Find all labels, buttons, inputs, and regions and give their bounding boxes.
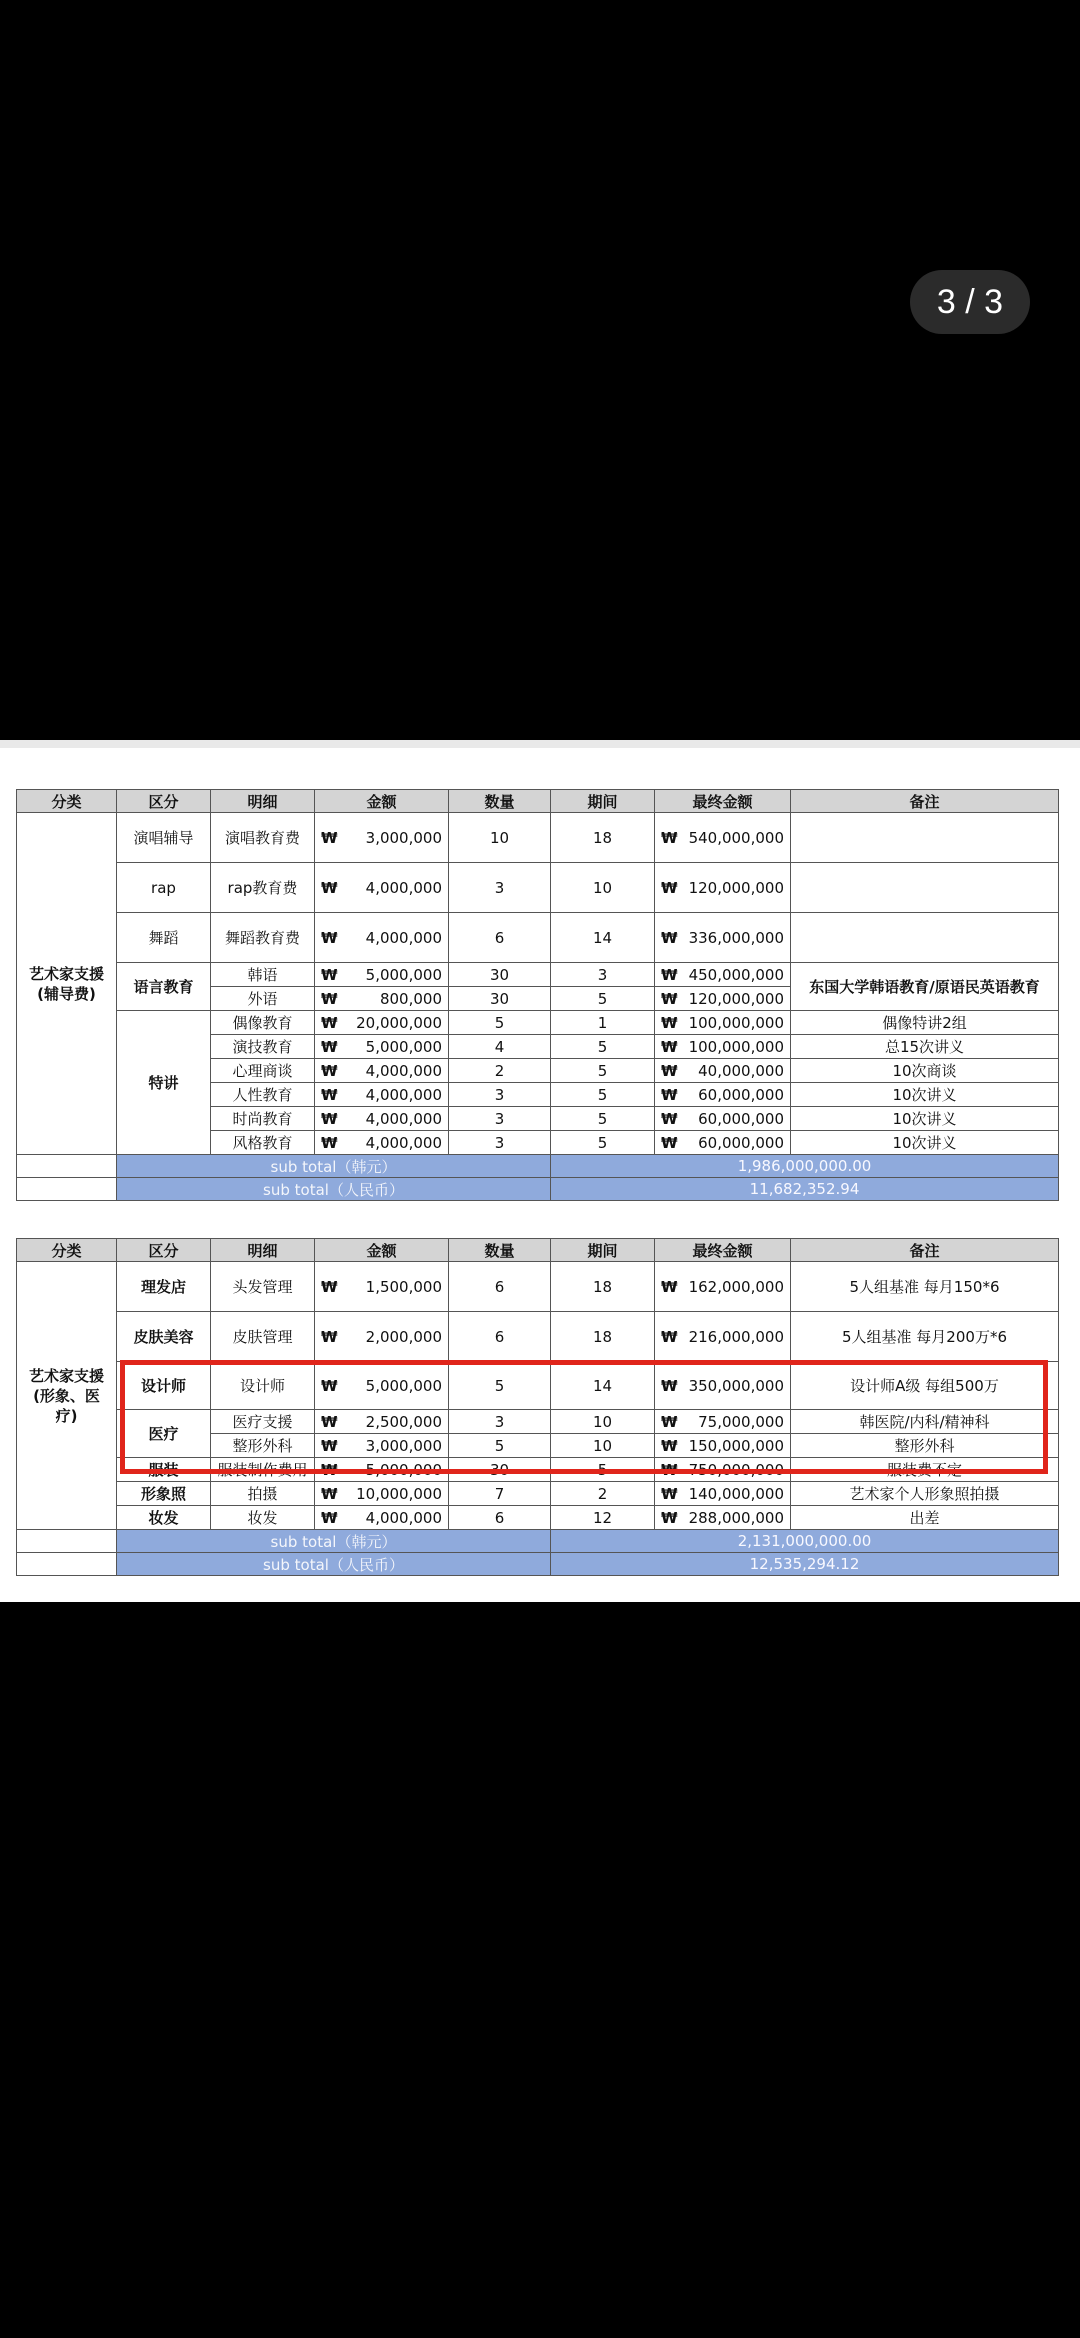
final-amount-cell: [655, 1410, 791, 1434]
quantity-cell: 5: [449, 1434, 551, 1458]
table-row: [17, 1312, 1059, 1362]
currency-symbol: ₩: [321, 1133, 338, 1152]
quantity-cell: 2: [449, 1059, 551, 1083]
group-cell: 形象照: [117, 1482, 211, 1506]
group-cell: 特讲: [117, 1011, 211, 1155]
final-amount-cell: [655, 1107, 791, 1131]
image-medical-budget-table: [16, 1238, 1059, 1576]
final-amount-value: 100,000,000: [688, 1013, 784, 1032]
detail-cell: 拍摄: [211, 1482, 315, 1506]
currency-symbol: ₩: [321, 1061, 338, 1080]
header-quantity: 数量: [449, 790, 551, 813]
detail-cell: 韩语: [211, 963, 315, 987]
amount-value: 4,000,000: [365, 1061, 442, 1080]
final-amount-cell: [655, 1059, 791, 1083]
note-cell: 韩医院/内科/精神科: [791, 1410, 1059, 1434]
note-cell: [791, 813, 1059, 863]
quantity-cell: 3: [449, 1410, 551, 1434]
subtotal-krw-label: sub total（韩元）: [117, 1155, 551, 1178]
period-cell: 18: [551, 813, 655, 863]
amount-cell: [315, 1458, 449, 1482]
header-note: 备注: [791, 1239, 1059, 1262]
amount-value: 4,000,000: [365, 878, 442, 897]
header-period: 期间: [551, 1239, 655, 1262]
period-cell: 10: [551, 1410, 655, 1434]
note-cell: 东国大学韩语教育/原语民英语教育: [791, 963, 1059, 1011]
detail-cell: 舞蹈教育费: [211, 913, 315, 963]
amount-cell: [315, 1312, 449, 1362]
period-cell: 5: [551, 987, 655, 1011]
final-amount-value: 750,000,000: [688, 1460, 784, 1479]
subtotal-cny-value: 11,682,352.94: [551, 1178, 1059, 1201]
currency-symbol: ₩: [661, 828, 678, 847]
quantity-cell: 30: [449, 987, 551, 1011]
note-cell: 5人组基准 每月200万*6: [791, 1312, 1059, 1362]
amount-value: 20,000,000: [356, 1013, 442, 1032]
final-amount-value: 100,000,000: [688, 1037, 784, 1056]
amount-value: 4,000,000: [365, 1508, 442, 1527]
detail-cell: 妆发: [211, 1506, 315, 1530]
amount-value: 2,500,000: [365, 1412, 442, 1431]
quantity-cell: 30: [449, 1458, 551, 1482]
amount-value: 4,000,000: [365, 1133, 442, 1152]
note-cell: 整形外科: [791, 1434, 1059, 1458]
currency-symbol: ₩: [321, 1013, 338, 1032]
amount-value: 1,500,000: [365, 1277, 442, 1296]
period-cell: 18: [551, 1262, 655, 1312]
amount-cell: [315, 1482, 449, 1506]
quantity-cell: 6: [449, 1506, 551, 1530]
currency-symbol: ₩: [661, 1133, 678, 1152]
note-cell: [791, 863, 1059, 913]
note-cell: 10次讲义: [791, 1107, 1059, 1131]
header-amount: 金额: [315, 1239, 449, 1262]
table-row: [17, 1458, 1059, 1482]
quantity-cell: 6: [449, 1312, 551, 1362]
final-amount-cell: [655, 1362, 791, 1410]
header-period: 期间: [551, 790, 655, 813]
detail-cell: 心理商谈: [211, 1059, 315, 1083]
quantity-cell: 3: [449, 1107, 551, 1131]
final-amount-cell: [655, 913, 791, 963]
final-amount-cell: [655, 1035, 791, 1059]
final-amount-value: 60,000,000: [698, 1085, 784, 1104]
final-amount-value: 216,000,000: [688, 1327, 784, 1346]
amount-cell: [315, 1131, 449, 1155]
currency-symbol: ₩: [661, 1436, 678, 1455]
final-amount-value: 540,000,000: [688, 828, 784, 847]
currency-symbol: ₩: [321, 1277, 338, 1296]
subtotal-krw-row: [17, 1155, 1059, 1178]
currency-symbol: ₩: [321, 828, 338, 847]
detail-cell: 人性教育: [211, 1083, 315, 1107]
amount-value: 5,000,000: [365, 1460, 442, 1479]
header-detail: 明细: [211, 1239, 315, 1262]
final-amount-cell: [655, 1262, 791, 1312]
table-row: [17, 963, 1059, 987]
amount-value: 2,000,000: [365, 1327, 442, 1346]
final-amount-value: 336,000,000: [688, 928, 784, 947]
currency-symbol: ₩: [661, 1013, 678, 1032]
quantity-cell: 6: [449, 913, 551, 963]
quantity-cell: 10: [449, 813, 551, 863]
currency-symbol: ₩: [321, 1484, 338, 1503]
amount-value: 800,000: [379, 989, 442, 1008]
subtotal-krw-row: [17, 1530, 1059, 1553]
period-cell: 5: [551, 1083, 655, 1107]
currency-symbol: ₩: [661, 1061, 678, 1080]
amount-cell: [315, 863, 449, 913]
final-amount-value: 60,000,000: [698, 1133, 784, 1152]
category-label: 艺术家支援 (辅导费): [28, 964, 104, 1003]
detail-cell: 时尚教育: [211, 1107, 315, 1131]
group-cell: 医疗: [117, 1410, 211, 1458]
currency-symbol: ₩: [321, 1436, 338, 1455]
group-cell: 皮肤美容: [117, 1312, 211, 1362]
quantity-cell: 3: [449, 1131, 551, 1155]
quantity-cell: 6: [449, 1262, 551, 1312]
currency-symbol: ₩: [661, 1085, 678, 1104]
table-row: [17, 1482, 1059, 1506]
amount-cell: [315, 1011, 449, 1035]
amount-value: 5,000,000: [365, 1376, 442, 1395]
table-row: [17, 1262, 1059, 1312]
group-cell: 理发店: [117, 1262, 211, 1312]
detail-cell: 偶像教育: [211, 1011, 315, 1035]
category-cell: [17, 813, 117, 1155]
detail-cell: 服装制作费用: [211, 1458, 315, 1482]
subtotal-cny-label: sub total（人民币）: [117, 1553, 551, 1576]
final-amount-value: 60,000,000: [698, 1109, 784, 1128]
currency-symbol: ₩: [321, 1460, 338, 1479]
header-category: 分类: [17, 790, 117, 813]
amount-cell: [315, 1059, 449, 1083]
amount-cell: [315, 1262, 449, 1312]
currency-symbol: ₩: [321, 1508, 338, 1527]
group-cell: 语言教育: [117, 963, 211, 1011]
amount-cell: [315, 813, 449, 863]
note-cell: 10次商谈: [791, 1059, 1059, 1083]
currency-symbol: ₩: [661, 1277, 678, 1296]
quantity-cell: 30: [449, 963, 551, 987]
currency-symbol: ₩: [661, 1327, 678, 1346]
final-amount-value: 40,000,000: [698, 1061, 784, 1080]
amount-value: 5,000,000: [365, 965, 442, 984]
detail-cell: rap教育费: [211, 863, 315, 913]
final-amount-value: 288,000,000: [688, 1508, 784, 1527]
currency-symbol: ₩: [321, 1109, 338, 1128]
subtotal-cny-label: sub total（人民币）: [117, 1178, 551, 1201]
detail-cell: 头发管理: [211, 1262, 315, 1312]
amount-cell: [315, 1434, 449, 1458]
note-cell: 总15次讲义: [791, 1035, 1059, 1059]
group-cell: 妆发: [117, 1506, 211, 1530]
period-cell: 5: [551, 1059, 655, 1083]
quantity-cell: 3: [449, 863, 551, 913]
table-header-row: [17, 1239, 1059, 1262]
final-amount-cell: [655, 1434, 791, 1458]
final-amount-cell: [655, 863, 791, 913]
detail-cell: 演技教育: [211, 1035, 315, 1059]
final-amount-value: 140,000,000: [688, 1484, 784, 1503]
period-cell: 12: [551, 1506, 655, 1530]
header-final-amount: 最终金额: [655, 790, 791, 813]
quantity-cell: 4: [449, 1035, 551, 1059]
currency-symbol: ₩: [661, 965, 678, 984]
final-amount-value: 450,000,000: [688, 965, 784, 984]
header-amount: 金额: [315, 790, 449, 813]
detail-cell: 整形外科: [211, 1434, 315, 1458]
period-cell: 5: [551, 1035, 655, 1059]
amount-cell: [315, 1506, 449, 1530]
blank-cell: [17, 1155, 117, 1178]
currency-symbol: ₩: [661, 928, 678, 947]
currency-symbol: ₩: [321, 989, 338, 1008]
currency-symbol: ₩: [661, 1412, 678, 1431]
subtotal-krw-value: 1,986,000,000.00: [551, 1155, 1059, 1178]
detail-cell: 风格教育: [211, 1131, 315, 1155]
final-amount-cell: [655, 1011, 791, 1035]
currency-symbol: ₩: [321, 965, 338, 984]
table-row: [17, 1506, 1059, 1530]
final-amount-cell: [655, 1312, 791, 1362]
currency-symbol: ₩: [661, 1508, 678, 1527]
currency-symbol: ₩: [321, 928, 338, 947]
amount-value: 5,000,000: [365, 1037, 442, 1056]
note-cell: 设计师A级 每组500万: [791, 1362, 1059, 1410]
group-cell: rap: [117, 863, 211, 913]
final-amount-value: 120,000,000: [688, 878, 784, 897]
subtotal-krw-label: sub total（韩元）: [117, 1530, 551, 1553]
detail-cell: 设计师: [211, 1362, 315, 1410]
table-row: [17, 1011, 1059, 1035]
final-amount-value: 75,000,000: [698, 1412, 784, 1431]
note-cell: 出差: [791, 1506, 1059, 1530]
table-row: [17, 813, 1059, 863]
final-amount-value: 120,000,000: [688, 989, 784, 1008]
header-division: 区分: [117, 790, 211, 813]
table-row: [17, 863, 1059, 913]
subtotal-cny-row: [17, 1178, 1059, 1201]
amount-value: 3,000,000: [365, 1436, 442, 1455]
subtotal-cny-value: 12,535,294.12: [551, 1553, 1059, 1576]
table-row: [17, 1362, 1059, 1410]
period-cell: 1: [551, 1011, 655, 1035]
category-cell: [17, 1262, 117, 1530]
note-cell: 艺术家个人形象照拍摄: [791, 1482, 1059, 1506]
note-cell: 5人组基准 每月150*6: [791, 1262, 1059, 1312]
period-cell: 3: [551, 963, 655, 987]
budget-sheet-image: [0, 740, 1080, 1602]
currency-symbol: ₩: [661, 1460, 678, 1479]
blank-cell: [17, 1178, 117, 1201]
amount-cell: [315, 987, 449, 1011]
sheet-top-border: [0, 740, 1080, 748]
group-cell: 演唱辅导: [117, 813, 211, 863]
final-amount-cell: [655, 813, 791, 863]
quantity-cell: 5: [449, 1362, 551, 1410]
period-cell: 10: [551, 863, 655, 913]
currency-symbol: ₩: [321, 1085, 338, 1104]
currency-symbol: ₩: [661, 989, 678, 1008]
detail-cell: 演唱教育费: [211, 813, 315, 863]
period-cell: 5: [551, 1131, 655, 1155]
currency-symbol: ₩: [661, 1484, 678, 1503]
group-cell: 舞蹈: [117, 913, 211, 963]
note-cell: 服装费不定: [791, 1458, 1059, 1482]
quantity-cell: 3: [449, 1083, 551, 1107]
category-label: 艺术家支援 (形象、医 疗): [28, 1366, 104, 1425]
header-category: 分类: [17, 1239, 117, 1262]
currency-symbol: ₩: [321, 878, 338, 897]
currency-symbol: ₩: [661, 878, 678, 897]
header-final-amount: 最终金额: [655, 1239, 791, 1262]
final-amount-value: 350,000,000: [688, 1376, 784, 1395]
blank-cell: [17, 1553, 117, 1576]
period-cell: 10: [551, 1434, 655, 1458]
amount-value: 4,000,000: [365, 928, 442, 947]
note-cell: 10次讲义: [791, 1083, 1059, 1107]
header-division: 区分: [117, 1239, 211, 1262]
subtotal-krw-value: 2,131,000,000.00: [551, 1530, 1059, 1553]
final-amount-cell: [655, 963, 791, 987]
note-cell: 10次讲义: [791, 1131, 1059, 1155]
final-amount-value: 150,000,000: [688, 1436, 784, 1455]
header-quantity: 数量: [449, 1239, 551, 1262]
currency-symbol: ₩: [661, 1376, 678, 1395]
detail-cell: 皮肤管理: [211, 1312, 315, 1362]
amount-cell: [315, 963, 449, 987]
amount-value: 3,000,000: [365, 828, 442, 847]
blank-cell: [17, 1530, 117, 1553]
period-cell: 2: [551, 1482, 655, 1506]
currency-symbol: ₩: [321, 1376, 338, 1395]
currency-symbol: ₩: [321, 1037, 338, 1056]
group-cell: 服装: [117, 1458, 211, 1482]
currency-symbol: ₩: [321, 1327, 338, 1346]
group-cell: 设计师: [117, 1362, 211, 1410]
final-amount-cell: [655, 1458, 791, 1482]
header-note: 备注: [791, 790, 1059, 813]
amount-cell: [315, 1107, 449, 1131]
training-budget-table: [16, 789, 1059, 1201]
final-amount-cell: [655, 1131, 791, 1155]
quantity-cell: 5: [449, 1011, 551, 1035]
currency-symbol: ₩: [321, 1412, 338, 1431]
detail-cell: 外语: [211, 987, 315, 1011]
period-cell: 5: [551, 1107, 655, 1131]
period-cell: 5: [551, 1458, 655, 1482]
amount-cell: [315, 1362, 449, 1410]
header-detail: 明细: [211, 790, 315, 813]
subtotal-cny-row: [17, 1553, 1059, 1576]
amount-value: 10,000,000: [356, 1484, 442, 1503]
table-row: [17, 913, 1059, 963]
currency-symbol: ₩: [661, 1037, 678, 1056]
final-amount-cell: [655, 987, 791, 1011]
currency-symbol: ₩: [661, 1109, 678, 1128]
amount-cell: [315, 1035, 449, 1059]
period-cell: 18: [551, 1312, 655, 1362]
note-cell: 偶像特讲2组: [791, 1011, 1059, 1035]
amount-value: 4,000,000: [365, 1109, 442, 1128]
table-row: [17, 1410, 1059, 1434]
final-amount-value: 162,000,000: [688, 1277, 784, 1296]
period-cell: 14: [551, 1362, 655, 1410]
amount-cell: [315, 1410, 449, 1434]
amount-cell: [315, 1083, 449, 1107]
amount-value: 4,000,000: [365, 1085, 442, 1104]
final-amount-cell: [655, 1506, 791, 1530]
table-header-row: [17, 790, 1059, 813]
amount-cell: [315, 913, 449, 963]
final-amount-cell: [655, 1083, 791, 1107]
note-cell: [791, 913, 1059, 963]
detail-cell: 医疗支援: [211, 1410, 315, 1434]
period-cell: 14: [551, 913, 655, 963]
final-amount-cell: [655, 1482, 791, 1506]
quantity-cell: 7: [449, 1482, 551, 1506]
page-counter: 3 / 3: [910, 270, 1030, 334]
